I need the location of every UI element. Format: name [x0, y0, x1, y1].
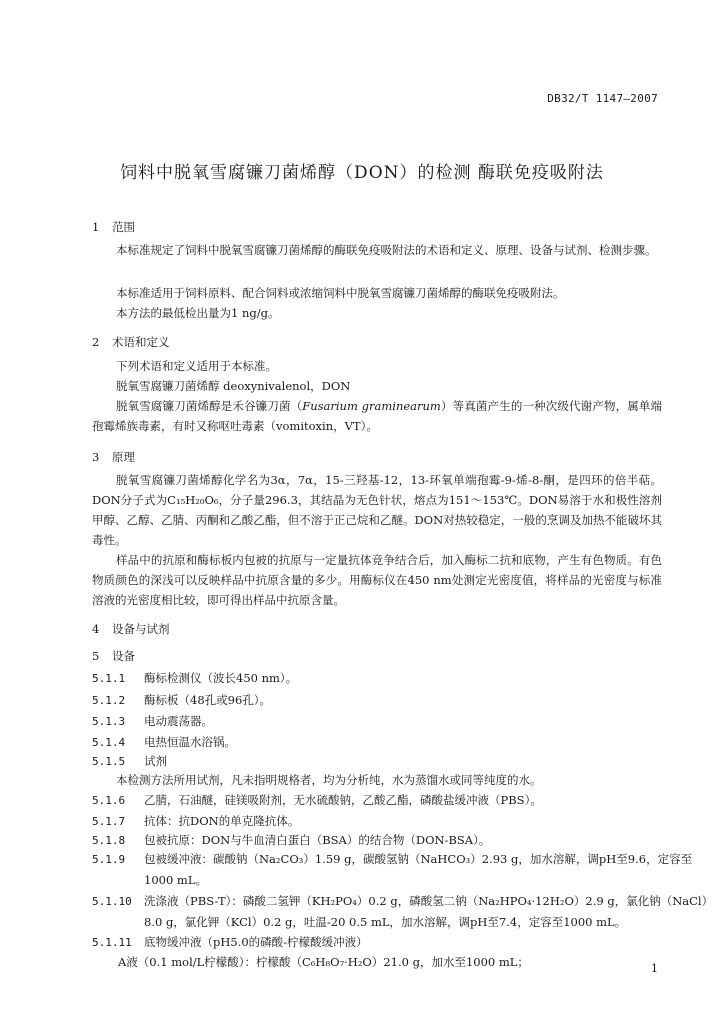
list-item: 5.1.9 包被缓冲液：碳酸钠（Na₂CO₃）1.59 g，碳酸氢钠（NaHCO₃）2.93 g，加水溶解，调pH至9.6，定容至1000 mL。	[92, 852, 693, 887]
list-item: 5.1.2 酶标板（48孔或96孔）。	[92, 693, 272, 707]
paragraph: 本方法的最低检出量为1 ng/g。	[116, 306, 280, 320]
list-item: 5.1.3 电动震荡器。	[92, 714, 213, 728]
list-item: 5.1.1 酶标检测仪（波长450 nm）。	[92, 671, 298, 685]
document-title: 饲料中脱氧雪腐镰刀菌烯醇（DON）的检测 酶联免疫吸附法	[120, 163, 604, 183]
section-title: 设备与试剂	[112, 622, 170, 636]
term-entry: 脱氧雪腐镰刀菌烯醇 deoxynivalenol，DON	[116, 379, 351, 393]
section-heading-equipment-reagents	[92, 621, 170, 637]
paragraph: 样品中的抗原和酶标板内包被的抗原与一定量抗体竞争结合后，加入酶标二抗和底物，产生有色物质。有色物质颜色的深浅可以反映样品中抗原含量的多少。用酶标仪在450 nm处测定光密度值，将样品的光密度与标准溶液的光密度相比较，即可得出样品中抗原含量。	[92, 553, 662, 607]
section-title: 范围	[112, 220, 135, 234]
paragraph: 脱氧雪腐镰刀菌烯醇化学名为3α，7α，15-三羟基-12，13-环氧单端孢霉-9-烯-8-酮，是四环的倍半萜。DON分子式为C₁₅H₂₀O₆，分子量296.3，其结晶为无色针状，熔点为151～153℃。DON易溶于水和极性溶剂甲醇、乙醇、乙腈、丙酮和乙酸乙酯，但不溶于正己烷和乙醚。DON对热较稳定，一般的烹调及加热不能破坏其毒性。	[92, 473, 662, 547]
term-definition: 脱氧雪腐镰刀菌烯醇是禾谷镰刀菌（Fusarium graminearum）等真菌产生的一种次级代谢产物，属单端孢霉烯族毒素，有时又称呕吐毒素（vomitoxin，VT）。	[92, 399, 662, 433]
section-heading-scope	[92, 219, 135, 235]
list-item: 5.1.7 抗体：抗DON的单克隆抗体。	[92, 814, 300, 828]
list-item: 5.1.6 乙腈，石油醚，硅镁吸附剂，无水硫酸钠，乙酸乙酯，磷酸盐缓冲液（PBS）。	[92, 793, 542, 807]
list-item: 5.1.10 洗涤液（PBS-T）：磷酸二氢钾（KH₂PO₄）0.2 g，磷酸氢二钠（Na₂HPO₄·12H₂O）2.9 g，氯化钠（NaCl）8.0 g，氯化钾（KCl）0.2 g，吐温-20 0.5 mL，加水溶解，调pH至7.4，定容至1000 mL。	[92, 894, 714, 929]
list-item: 5.1.4 电热恒温水浴锅。	[92, 735, 236, 749]
section-heading-equipment	[92, 648, 135, 664]
section-number: 2	[92, 335, 100, 349]
section-title: 设备	[112, 649, 135, 663]
paragraph: 下列术语和定义适用于本标准。	[116, 359, 277, 373]
paragraph: 本标准规定了饲料中脱氧雪腐镰刀菌烯醇的酶联免疫吸附法的术语和定义、原理、设备与试剂、检测步骤。	[116, 243, 657, 257]
species-name: Fusarium graminearum	[302, 399, 441, 413]
section-heading-terms	[92, 334, 170, 350]
list-item: 5.1.8 包被抗原：DON与牛血清白蛋白（BSA）的结合物（DON-BSA）。	[92, 833, 491, 847]
standard-number: DB32/T 1147—2007	[547, 92, 658, 105]
section-title: 原理	[112, 450, 135, 464]
section-heading-principle	[92, 449, 135, 465]
page-number: 1	[651, 962, 658, 975]
section-number: 5	[92, 649, 100, 663]
section-number: 1	[92, 220, 100, 234]
section-title: 术语和定义	[112, 335, 170, 349]
list-item: 5.1.11 底物缓冲液（pH5.0的磷酸-柠檬酸缓冲液）	[92, 935, 368, 949]
paragraph: 本检测方法所用试剂，凡未指明规格者，均为分析纯，水为蒸馏水或同等纯度的水。	[116, 773, 542, 787]
section-number: 3	[92, 450, 100, 464]
list-item: 5.1.5 试剂	[92, 754, 167, 768]
paragraph: A液（0.1 mol/L柠檬酸）：柠檬酸（C₆H₈O₇·H₂O）21.0 g，加水至1000 mL；	[118, 955, 529, 969]
section-number: 4	[92, 622, 100, 636]
paragraph: 本标准适用于饲料原料、配合饲料或浓缩饲料中脱氧雪腐镰刀菌烯醇的酶联免疫吸附法。	[116, 286, 565, 300]
